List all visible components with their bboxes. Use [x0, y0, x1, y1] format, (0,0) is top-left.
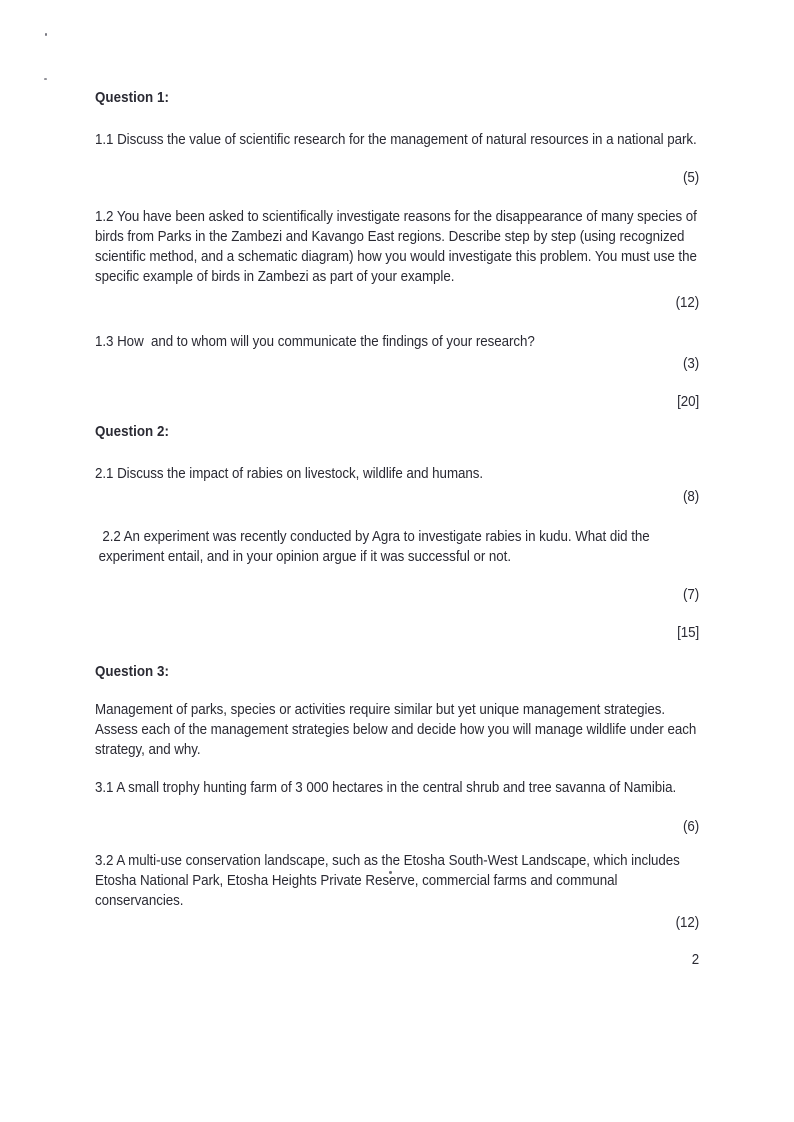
spacer [95, 799, 699, 817]
question-3-intro-text: Management of parks, species or activities require similar but yet unique management strategies. Assess each of the management strategies below and decide how you will manage wildlife under each strategy, and why. [95, 701, 700, 759]
question-2-heading: Question 2: [95, 424, 169, 441]
question-1-part-1-3-text: 1.3 How and to whom will you communicate the findings of your research? [95, 333, 535, 350]
question-2-part-2-2-marks: (7) [682, 587, 699, 604]
question-1-total-marks: [20] [676, 394, 699, 411]
spacer [95, 682, 699, 700]
question-1-part-1-2-text: 1.2 You have been asked to scientifically investigate reasons for the disappearance of many species of birds from Parks in the Zambezi and Kavango East regions. Describe step by step (using recognized scientific method, and a schematic diagram) how you would investigate this problem. You must use the specific example of birds in Zambezi as part of your example. [95, 208, 701, 286]
spacer [95, 314, 699, 332]
question-3-heading: Question 3: [95, 663, 169, 680]
spacer [95, 644, 699, 662]
spacer [95, 189, 699, 207]
question-block-3 [95, 662, 699, 934]
question-3-part-3-2-text: 3.2 A multi-use conservation landscape, such as the Etosha South-West Landscape, which includes Etosha National Park, Etosha Heights Private Reserve, commercial farms and communal conservancies. [95, 852, 684, 910]
question-2-part-2-1-marks: (8) [682, 488, 699, 505]
page-number: 2 [691, 951, 699, 968]
question-1-heading: Question 1: [95, 90, 169, 106]
question-1-part-1-1-text: 1.1 Discuss the value of scientific research for the management of natural resources in a national park. [95, 132, 697, 149]
question-2-part-2-2-text: 2.2 An experiment was recently conducted by Agra to investigate rabies in kudu. What did the experiment entail, and in your opinion argue if it was successful or not. [98, 528, 654, 566]
question-block-2 [95, 422, 699, 643]
spacer [95, 150, 699, 168]
scan-speck-icon [44, 78, 47, 80]
spacer [95, 442, 699, 464]
spacer [95, 412, 699, 422]
question-1-part-1-2-marks: (12) [675, 295, 699, 312]
spacer [95, 605, 699, 623]
question-block-1 [95, 88, 699, 412]
scan-speck-icon [45, 33, 47, 36]
document-body [95, 88, 699, 970]
spacer [95, 374, 699, 392]
spacer [95, 567, 699, 585]
spacer [95, 934, 699, 950]
question-2-part-2-1-text: 2.1 Discuss the impact of rabies on livestock, wildlife and humans. [95, 466, 484, 483]
question-2-total-marks: [15] [676, 625, 699, 642]
question-3-part-3-1-marks: (6) [682, 818, 699, 835]
question-1-part-1-3-marks: (3) [682, 355, 699, 372]
spacer [95, 108, 699, 130]
spacer [95, 837, 699, 851]
spacer [95, 507, 699, 527]
question-3-part-3-1-text: 3.1 A small trophy hunting farm of 3 000 hectares in the central shrub and tree savanna of Namibia. [95, 780, 677, 797]
spacer [95, 760, 699, 778]
question-3-part-3-2-marks: (12) [675, 915, 699, 932]
question-1-part-1-1-marks: (5) [682, 170, 699, 187]
